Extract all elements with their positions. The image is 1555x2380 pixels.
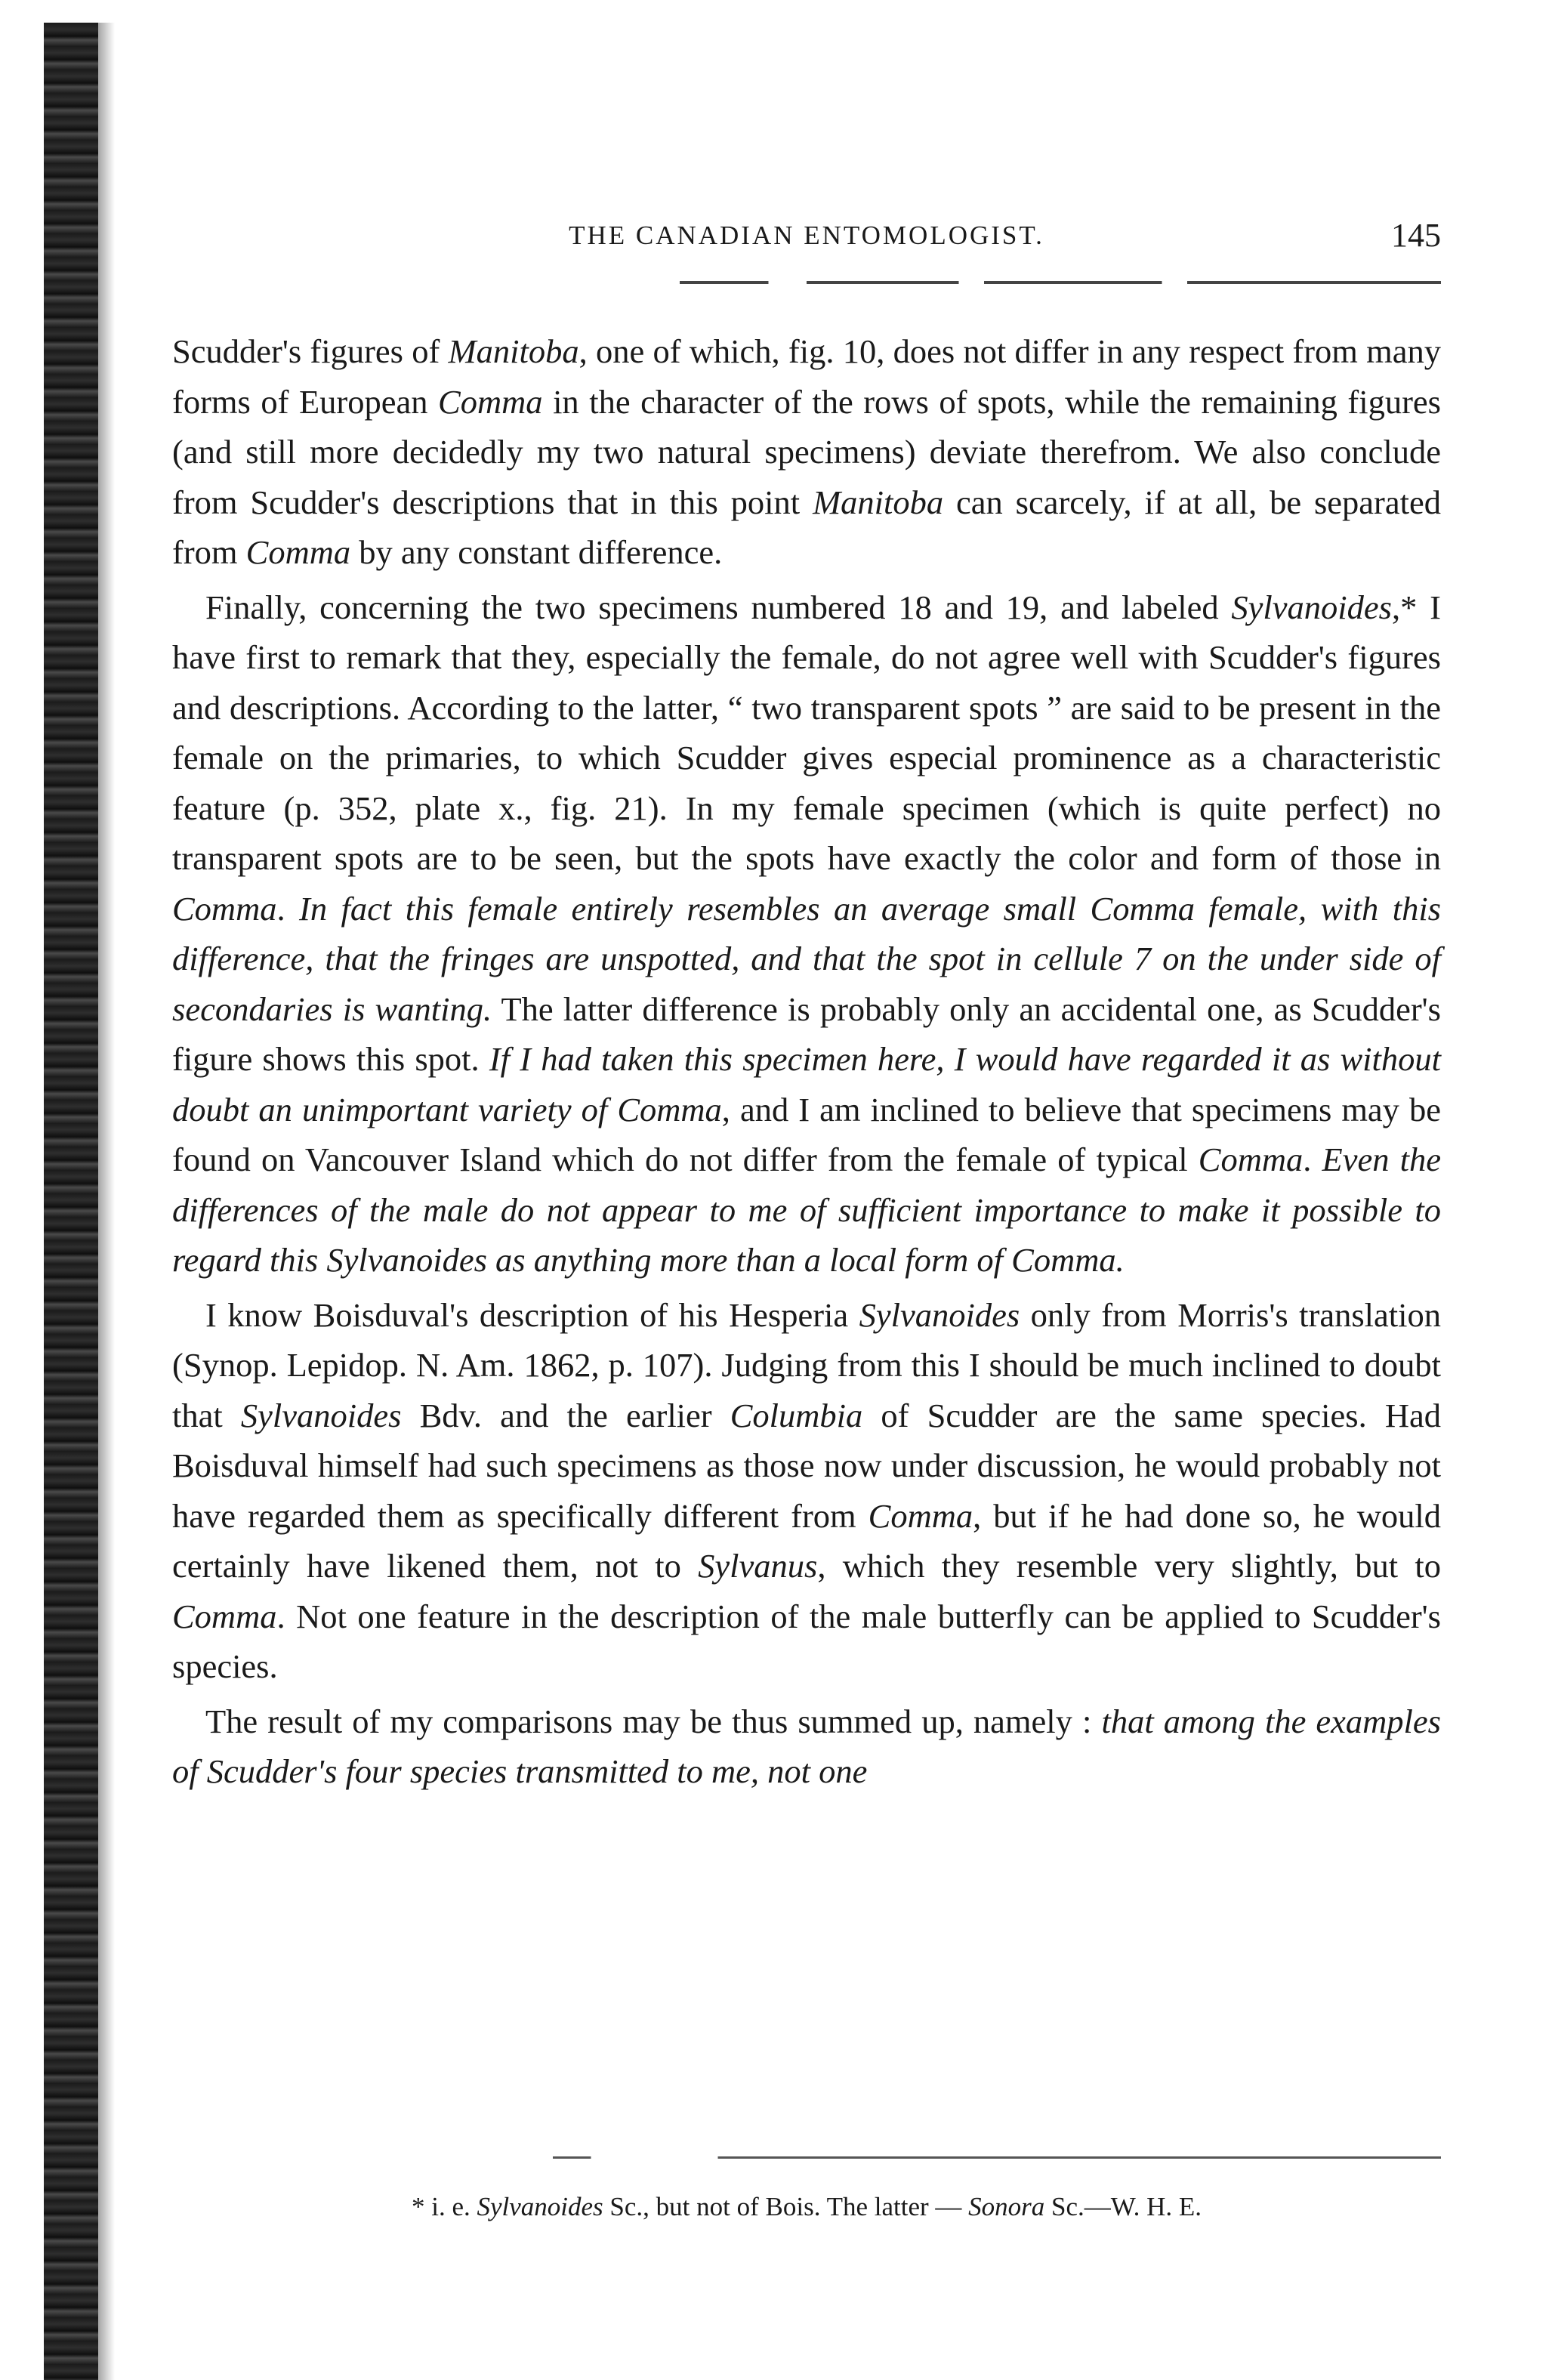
p1-run-4: in the character of the rows of spots, while the remaining figures (and still more decidedly my two natural specimens) deviate therefrom. We also conclude from Scudder's descriptions that in this point	[172, 382, 1441, 521]
footnote-rule	[172, 2156, 1441, 2159]
paragraph-4	[172, 1696, 1441, 1797]
p3-run-5: Columbia	[730, 1396, 863, 1434]
paragraph-1	[172, 326, 1441, 578]
p1-run-8: by any constant difference.	[350, 533, 723, 571]
p2-run-4: .	[276, 889, 300, 928]
p3-run-8: , but if he had done so, he would certainly have likened them, not to	[172, 1496, 1442, 1585]
p2-run-5: In fact this female entirely resembles an average small Comma female, with this difference, that the fringes are unspotted, and that the spot in cellule 7 on the under side of secondaries is wanting.	[172, 889, 1441, 1028]
running-title: THE CANADIAN ENTOMOLOGIST.	[569, 221, 1044, 250]
p1-run-0: Scudder's figures of	[172, 332, 449, 370]
paragraph-2	[172, 582, 1441, 1286]
footnote	[172, 2190, 1441, 2224]
footnote-run-3: Sonora	[968, 2192, 1045, 2221]
p3-run-0: I know Boisduval's description of his Hesperia	[205, 1295, 859, 1334]
p3-run-4: Bdv. and the earlier	[401, 1396, 730, 1434]
p2-run-3: Comma	[172, 889, 277, 928]
p3-run-1: Sylvanoides	[859, 1295, 1020, 1334]
p1-run-2: , one of which, fig. 10, does not differ in any respect from many forms of European	[172, 332, 1441, 421]
p1-run-7: Comma	[245, 533, 351, 571]
p3-run-11: Comma	[172, 1597, 277, 1635]
page-binding-shadow	[98, 23, 115, 2380]
page-number: 145	[1391, 217, 1441, 254]
body-text	[172, 326, 1441, 1797]
footnote-run-2: Sc., but not of Bois. The latter —	[603, 2192, 969, 2221]
p1-run-1: Manitoba	[448, 332, 579, 370]
p1-run-6: can scarcely, if at all, be separated from	[172, 483, 1441, 571]
p1-run-3: Comma	[438, 382, 543, 421]
p2-run-8: , and I am inclined to believe that specimens may be found on Vancouver Island which do not differ from the female of typical	[172, 1090, 1441, 1178]
p2-run-11: Even the differences of the male do not appear to me of sufficient importance to make it possible to regard this Sylvanoides as anything more than a local form of Comma.	[172, 1141, 1441, 1279]
footnote-run-1: Sylvanoides	[477, 2192, 603, 2221]
p4-run-1: that among the examples of Scudder's four species transmitted to me, not one	[172, 1702, 1441, 1790]
p3-run-6: of Scudder are the same species. Had Boisduval himself had such specimens as those now under discussion, he would probably not have regarded them as specifically different from	[172, 1396, 1441, 1535]
page-header	[172, 216, 1441, 261]
p2-run-6: The latter difference is probably only an accidental one, as Scudder's figure shows this spot.	[172, 989, 1441, 1078]
p2-run-0: Finally, concerning the two specimens numbered 18 and 19, and labeled	[205, 588, 1232, 626]
p2-run-7: If I had taken this specimen here, I would have regarded it as without doubt an unimportant variety of Comma	[172, 1040, 1442, 1128]
paragraph-3	[172, 1290, 1441, 1692]
p3-run-10: , which they resemble very slightly, but to	[817, 1547, 1441, 1585]
p2-run-2: ,* I have first to remark that they, especially the female, do not agree well with Scudder's figures and descriptions. According to the latter, “ two transparent spots ” are said to be present in the female on the primaries, to which Scudder gives especial prominence as a characteristic feature (p. 352, plate x., fig. 21). In my female specimen (which is quite perfect) no transparent spots are to be seen, but the spots have exactly the color and form of those in	[172, 588, 1441, 877]
footnote-run-0: * i. e.	[411, 2192, 477, 2221]
p2-run-1: Sylvanoides	[1231, 588, 1392, 626]
p4-run-0: The result of my comparisons may be thus summed up, namely :	[205, 1702, 1102, 1740]
p3-run-9: Sylvanus	[698, 1547, 818, 1585]
footnote-run-4: Sc.—W. H. E.	[1044, 2192, 1202, 2221]
p3-run-3: Sylvanoides	[240, 1396, 402, 1434]
p3-run-7: Comma	[868, 1496, 973, 1535]
p1-run-5: Manitoba	[813, 483, 944, 521]
p3-run-2: only from Morris's translation (Synop. Lepidop. N. Am. 1862, p. 107). Judging from this I should be much inclined to doubt that	[172, 1295, 1441, 1434]
p3-run-12: . Not one feature in the description of the male butterfly can be applied to Scudder's species.	[172, 1597, 1441, 1685]
p2-run-10: .	[1303, 1141, 1322, 1178]
p2-run-9: Comma	[1198, 1141, 1304, 1178]
page-binding-edge	[44, 23, 98, 2380]
header-rule	[172, 281, 1441, 284]
